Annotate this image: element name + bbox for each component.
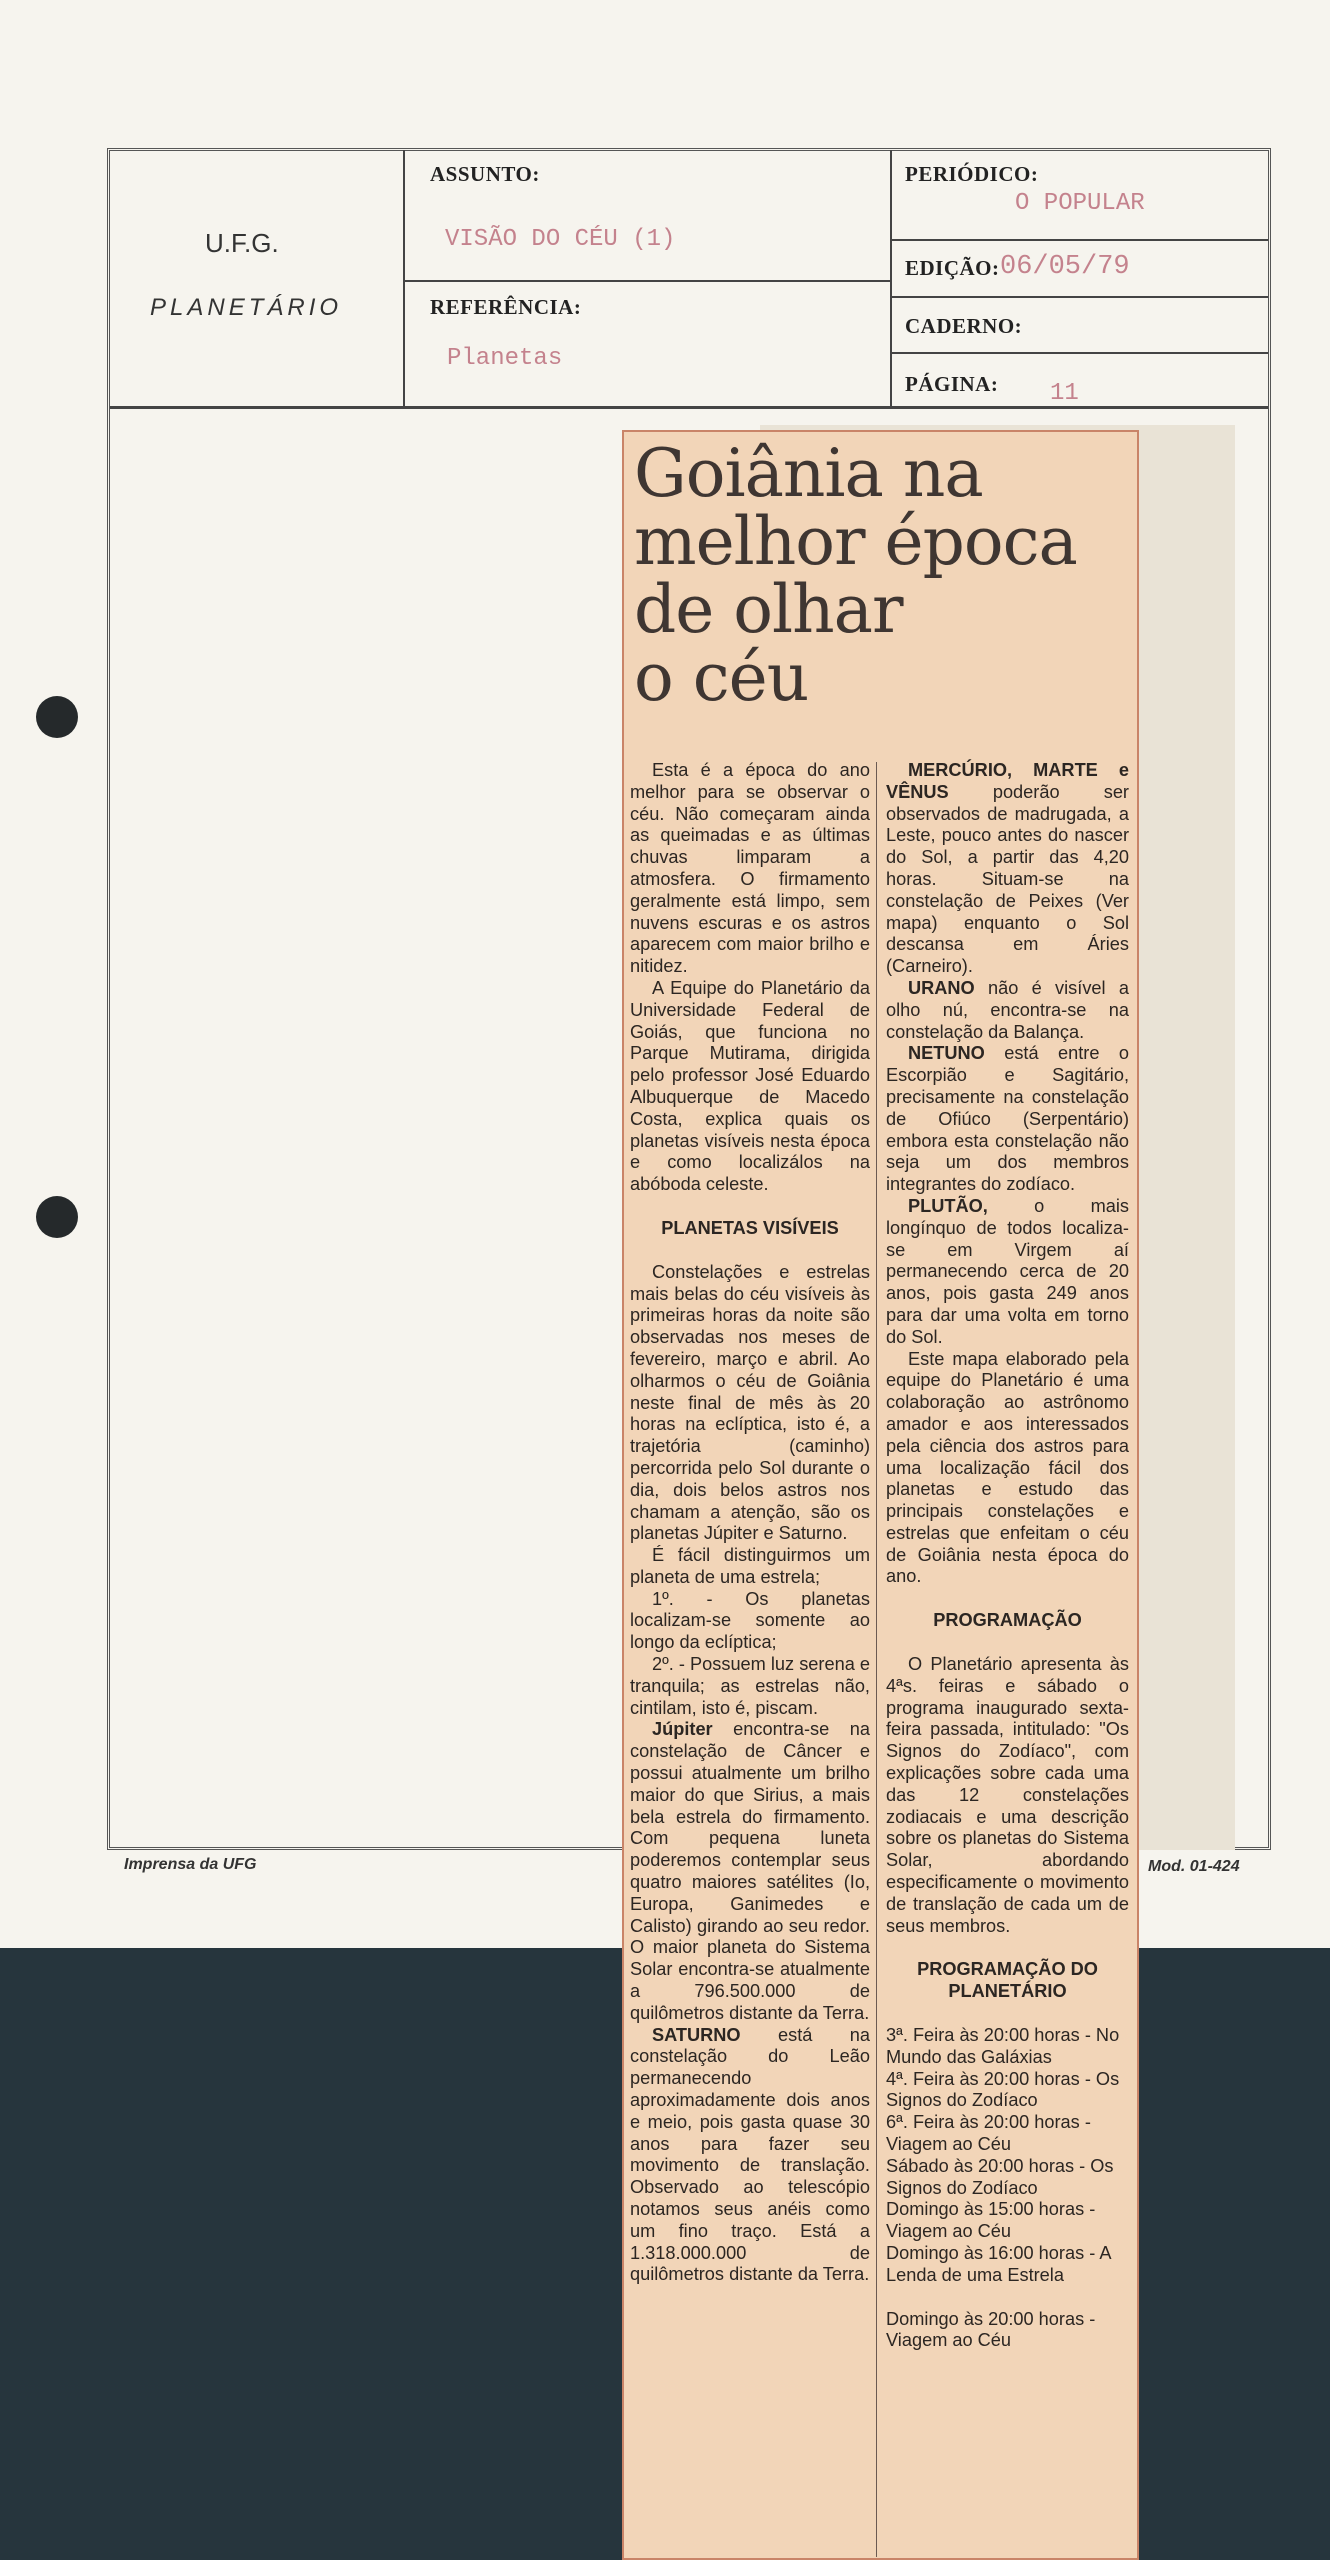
reference-label: REFERÊNCIA: xyxy=(430,295,582,319)
paragraph-inner-planets xyxy=(886,760,1129,978)
text-inner-planets: poderão ser observados de madrugada, a Leste, pouco antes do nascer do Sol, a partir das 4,20 horas. Situam-se na constelação de Peixes (Ver mapa) enquanto o Sol descansa em Áries (Carneiro). xyxy=(886,781,1129,977)
schedule-item: Domingo às 20:00 horas - Viagem ao Céu xyxy=(886,2308,1096,2351)
text-saturn: está na constelação do Leão permanecendo aproximadamente dois anos e meio, pois gasta quase 30 anos para fazer seu movimento de translação. Observado ao telescópio notamos seus anéis como um fino traço. Está a 1.318.000.000 de quilômetros distante da Terra. xyxy=(630,2024,870,2285)
paragraph-saturn xyxy=(630,2025,870,2287)
section-label: CADERNO: xyxy=(905,314,1023,338)
subject-value: VISÃO DO CÉU (1) xyxy=(445,226,676,253)
lead-uranus: URANO xyxy=(908,977,975,998)
header-subject-rule xyxy=(405,280,890,282)
text-jupiter: encontra-se na constelação de Câncer e possui atualmente um brilho maior do que Sirius, a mais bela estrela do firmamento. Com pequena luneta poderemos contemplar seus quatro maiores satélites (Io, Europa, Ganimedes e Calisto) girando ao seu redor. O maior planeta do Sistema Solar encontra-se atualmente a 796.500.000 de quilômetros distante da Terra. xyxy=(630,1719,870,2023)
header-bottom-rule xyxy=(110,406,1268,409)
lead-jupiter: Júpiter xyxy=(652,1719,713,1740)
article-headline xyxy=(634,435,1134,716)
page-value: 11 xyxy=(1050,380,1079,407)
paragraph: 2º. - Possuem luz serena e tranquila; as estrelas não, cintilam, isto é, piscam. xyxy=(630,1654,870,1718)
article-column-2 xyxy=(886,760,1129,2352)
paragraph: A Equipe do Planetário da Universidade Federal de Goiás, que funciona no Parque Mutirama, dirigida pelo professor José Eduardo Albuquerque de Macedo Costa, explica quais os planetas visíveis nesta época e como localizálos na abóboda celeste. xyxy=(630,977,870,1195)
headline-line-2: melhor época xyxy=(634,503,1077,580)
paragraph-neptune xyxy=(886,1043,1129,1196)
edition-label: EDIÇÃO: xyxy=(905,256,1000,280)
page-label: PÁGINA: xyxy=(905,372,999,396)
paragraph-pluto xyxy=(886,1196,1129,1349)
headline-line-1: Goiânia na xyxy=(634,435,983,512)
text-pluto: o mais longínquo de todos localiza-se em Virgem aí permanecendo cerca de 20 anos, pois gasta 249 anos para dar uma volta em torno do Sol. xyxy=(886,1195,1129,1347)
reference-value: Planetas xyxy=(447,345,563,372)
footer-form-code: Mod. 01-424 xyxy=(1148,1858,1240,1875)
paragraph: O Planetário apresenta às 4ªs. feiras e sábado o programa inaugurado sexta-feira passada, intitulado: "Os Signos do Zodíaco", com explicações sobre cada uma das 12 constelações zodiacais e uma descrição sobre os planetas do Sistema Solar, abordando especificamente o movimento de translação de cada um de seus membros. xyxy=(886,1654,1129,1936)
schedule-item: 6ª. Feira às 20:00 horas - Viagem ao Céu xyxy=(886,2112,1091,2155)
subheading-visible-planets: PLANETAS VISÍVEIS xyxy=(661,1217,839,1238)
schedule-item: Sábado às 20:00 horas - Os Signos do Zodíaco xyxy=(886,2155,1114,2198)
header-divider-left xyxy=(403,150,405,408)
footer-printer: Imprensa da UFG xyxy=(124,1856,257,1873)
lead-inner-planets: MERCÚRIO, MARTE e VÊNUS xyxy=(886,760,1129,802)
schedule-item: 3ª. Feira às 20:00 horas - No Mundo das Galáxias xyxy=(886,2025,1120,2067)
paragraph: É fácil distinguirmos um planeta de uma estrela; xyxy=(630,1545,870,1587)
department-name: PLANETÁRIO xyxy=(150,294,343,321)
binder-hole-bottom xyxy=(36,1196,78,1238)
lead-neptune: NETUNO xyxy=(908,1043,985,1064)
schedule-item: Domingo às 15:00 horas - Viagem ao Céu xyxy=(886,2199,1096,2242)
header-right-rule-1 xyxy=(892,239,1268,241)
text-neptune: está entre o Escorpião e Sagitário, precisamente na constelação de Ofiúco (Serpentário) embora esta constelação não seja um dos membros integrantes do zodíaco. xyxy=(886,1043,1129,1195)
paragraph-jupiter xyxy=(630,1719,870,2024)
column-rule xyxy=(876,762,877,2557)
subheading-programming: PROGRAMAÇÃO xyxy=(933,1610,1082,1631)
institution-name: U.F.G. xyxy=(205,228,279,258)
paragraph: 1º. - Os planetas localizam-se somente ao longo da eclíptica; xyxy=(630,1588,870,1653)
periodical-value: O POPULAR xyxy=(1015,190,1145,217)
header-right-rule-3 xyxy=(892,352,1268,354)
schedule-item: 4ª. Feira às 20:00 horas - Os Signos do Zodíaco xyxy=(886,2068,1120,2111)
headline-line-4: o céu xyxy=(634,639,809,716)
article-column-1 xyxy=(630,760,870,2286)
lead-pluto: PLUTÃO, xyxy=(908,1195,988,1216)
subheading-planetarium-schedule: PROGRAMAÇÃO DO PLANETÁRIO xyxy=(917,1959,1098,2002)
lead-saturn: SATURNO xyxy=(652,2024,741,2045)
edition-value: 06/05/79 xyxy=(1000,252,1130,282)
paragraph-uranus xyxy=(886,978,1129,1043)
paragraph: Esta é a época do ano melhor para se observar o céu. Não começaram ainda as queimadas e as últimas chuvas limparam a atmosfera. O firmamento geralmente está limpo, sem nuvens escuras e os astros aparecem com maior brilho e nitidez. xyxy=(630,760,870,977)
binder-hole-top xyxy=(36,696,78,738)
newspaper-clipping xyxy=(622,430,1139,2560)
headline-line-3: de olhar xyxy=(634,571,903,648)
text-uranus: não é visível a olho nú, encontra-se na constelação da Balança. xyxy=(886,977,1129,1042)
subject-label: ASSUNTO: xyxy=(430,162,540,186)
paragraph: Constelações e estrelas mais belas do céu visíveis às primeiras horas da noite são observadas nos meses de fevereiro, março e abril. Ao olharmos o céu de Goiânia neste final de mês às 20 horas na eclíptica, isto é, a trajetória (caminho) percorrida pelo Sol durante o dia, dois belos astros nos chamam a atenção, são os planetas Júpiter e Saturno. xyxy=(630,1261,870,1544)
schedule-item: Domingo às 16:00 horas - A Lenda de uma Estrela xyxy=(886,2243,1111,2285)
periodical-label: PERIÓDICO: xyxy=(905,162,1039,186)
header-right-rule-2 xyxy=(892,296,1268,298)
header-divider-mid xyxy=(890,150,892,408)
paragraph: Este mapa elaborado pela equipe do Planetário é uma colaboração ao astrônomo amador e aos interessados pela ciência dos astros para uma localização fácil dos planetas e estudo das principais constelações e estrelas que enfeitam o céu de Goiânia nesta época do ano. xyxy=(886,1348,1129,1587)
